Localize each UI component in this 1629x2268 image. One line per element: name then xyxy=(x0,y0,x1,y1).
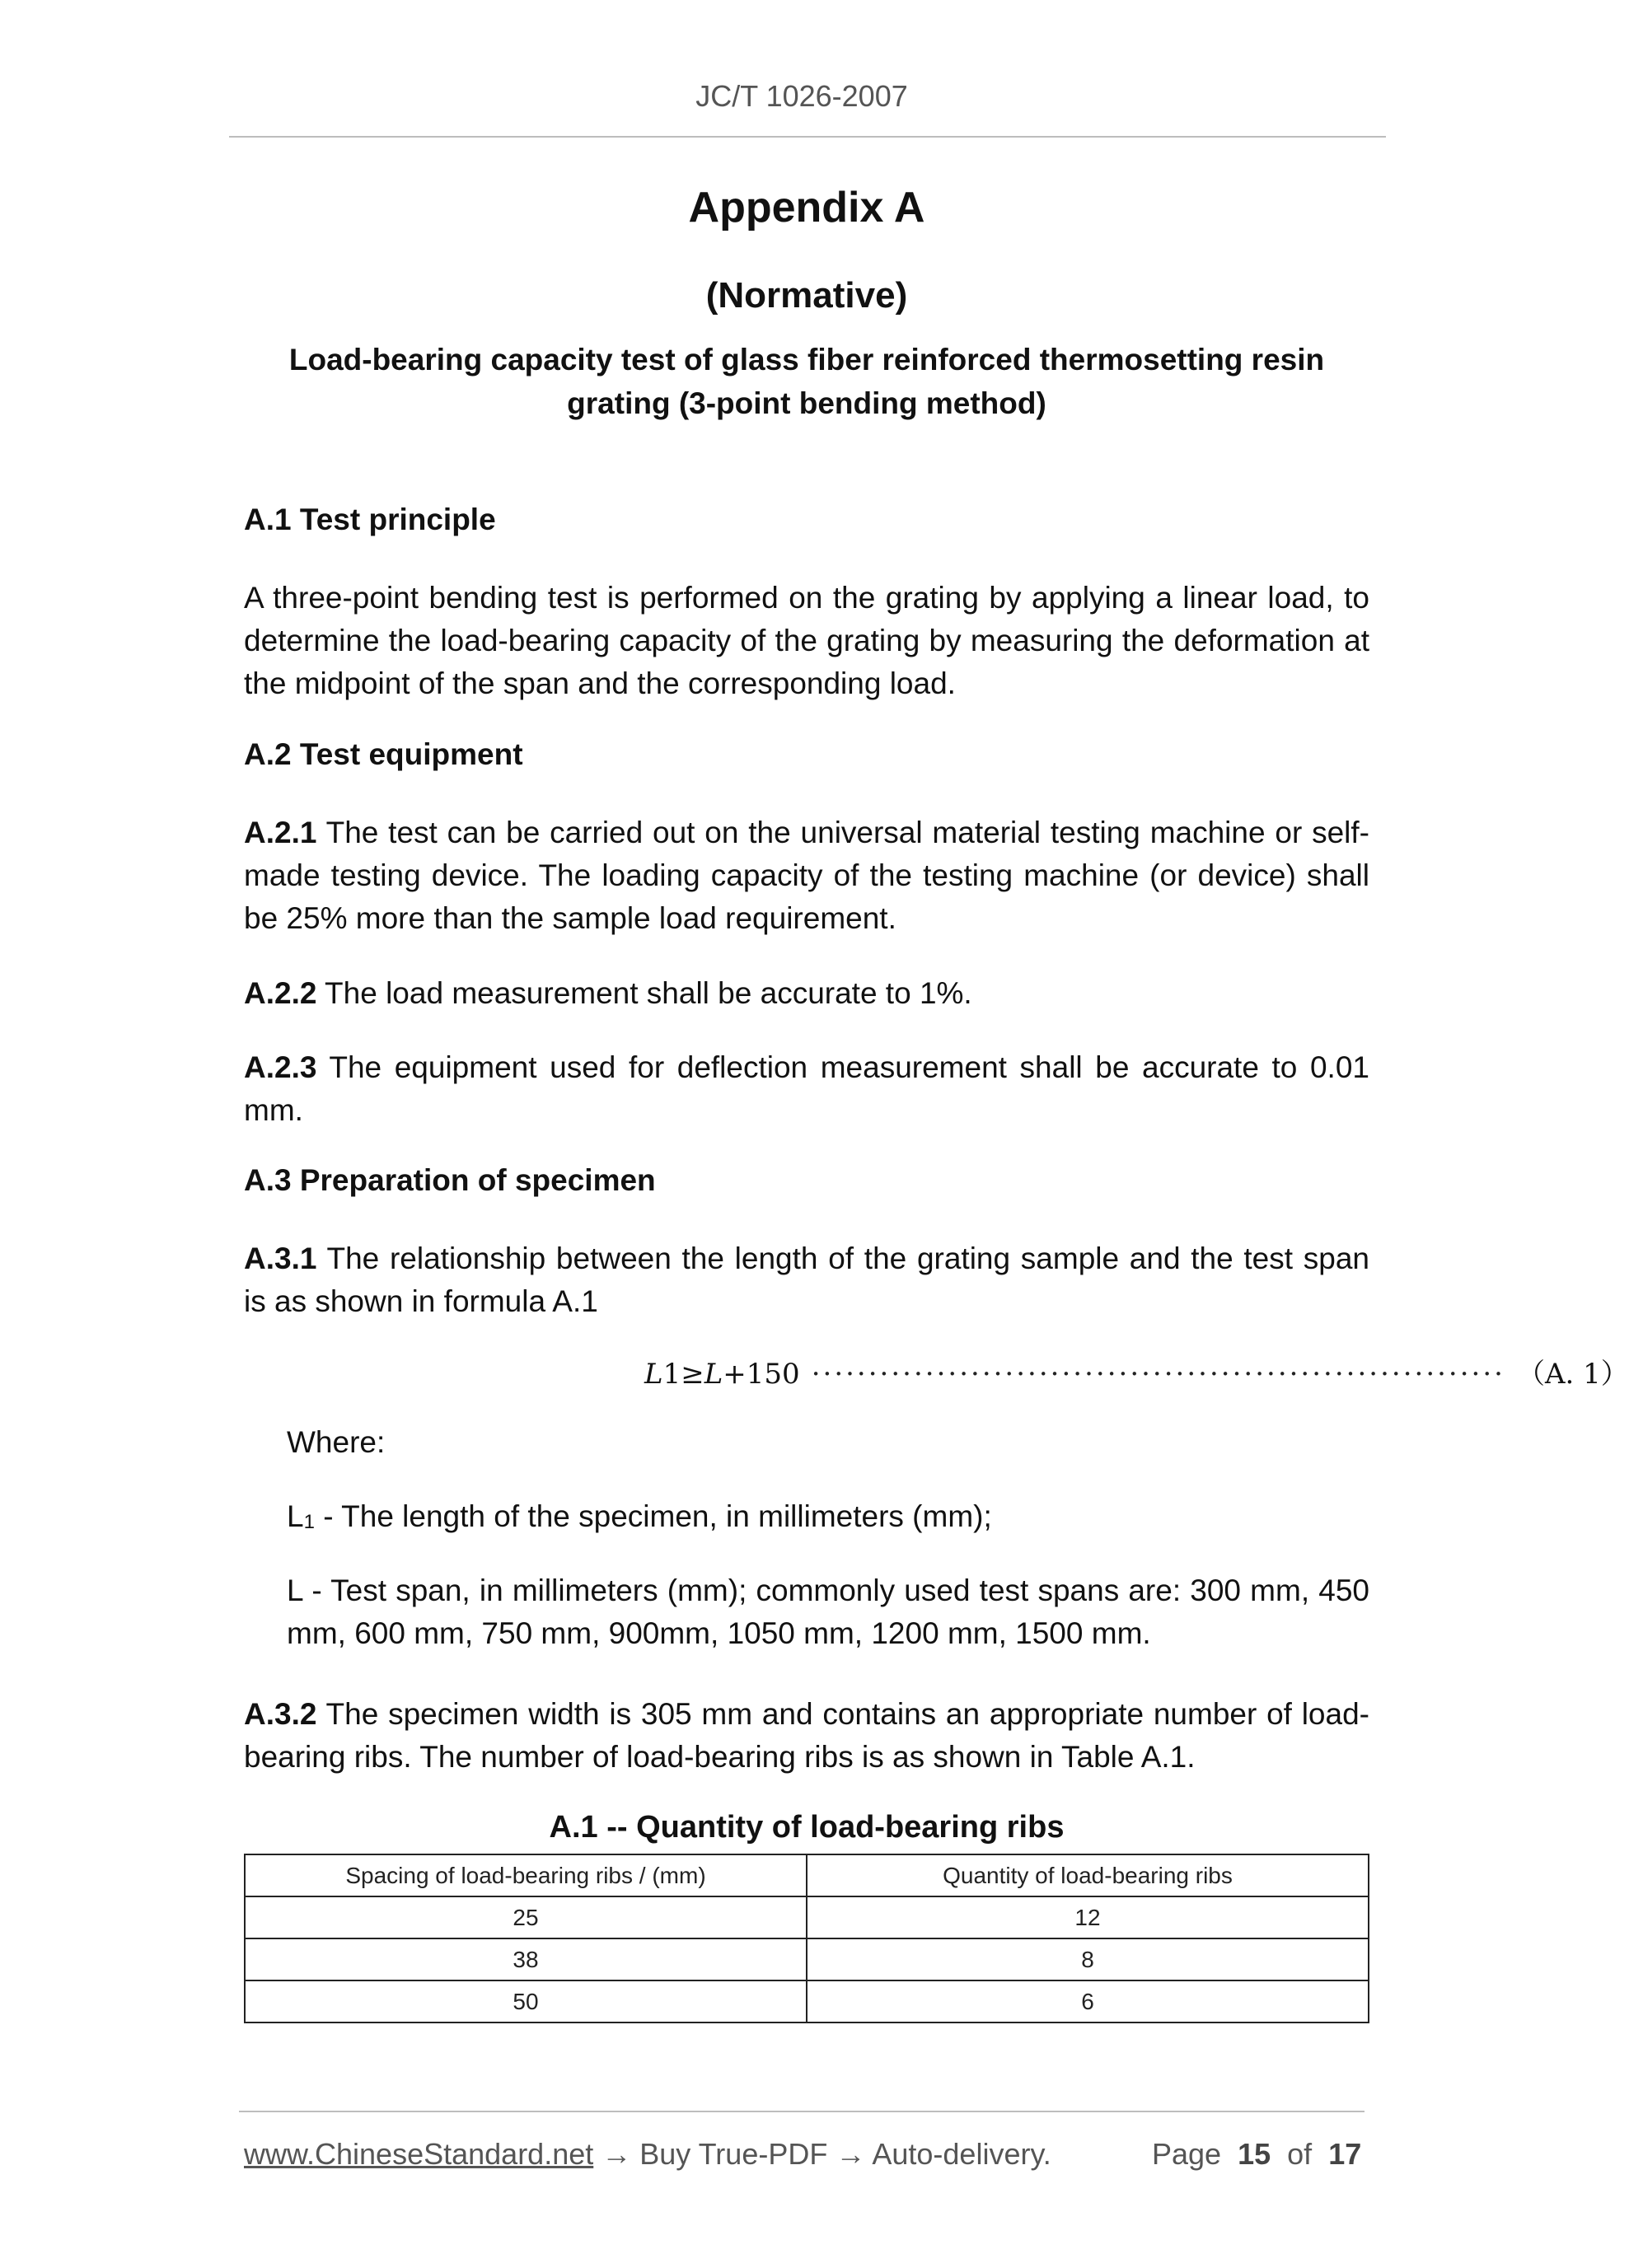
symbol-subscript: 1 xyxy=(303,1511,315,1533)
page-indicator xyxy=(1152,2137,1361,2172)
table-cell: 25 xyxy=(245,1896,807,1938)
clause-text: The test can be carried out on the universal material testing machine or self-made testing device. The loading capacity of the testing machine (or device) shall be 25% more than the sample load requirement. xyxy=(244,816,1369,935)
site-link[interactable]: www.ChineseStandard.net xyxy=(244,2137,594,2171)
subtitle-line-1: Load-bearing capacity test of glass fiber reinforced thermosetting resin xyxy=(288,343,1325,376)
definition-l1 xyxy=(287,1495,1369,1544)
table-cell: 38 xyxy=(245,1938,807,1980)
clause-text: The load measurement shall be accurate to 1%. xyxy=(316,976,972,1010)
formula-number: （A. 1） xyxy=(1516,1358,1629,1391)
buy-text: Buy True-PDF xyxy=(639,2137,828,2171)
table-row xyxy=(245,1980,1369,2022)
section-heading-a3: A.3 Preparation of specimen xyxy=(244,1163,656,1197)
appendix-subtitle xyxy=(244,338,1369,425)
footer-links xyxy=(244,2137,1051,2172)
arrow-icon: → xyxy=(827,2137,873,2171)
formula-rhs-op: + xyxy=(723,1358,747,1391)
of-word: of xyxy=(1287,2137,1313,2171)
clause-number: A.3.2 xyxy=(244,1697,317,1731)
page-number: 15 xyxy=(1238,2137,1271,2171)
clause-number: A.3.1 xyxy=(244,1242,317,1275)
formula-lhs-sub: 1 xyxy=(662,1358,681,1391)
formula-expression xyxy=(644,1358,800,1391)
section-heading-a2: A.2 Test equipment xyxy=(244,737,523,771)
clause-number: A.2.3 xyxy=(244,1050,317,1084)
where-label: Where: xyxy=(287,1425,386,1459)
paragraph-a32 xyxy=(244,1693,1369,1779)
arrow-icon: → xyxy=(593,2137,640,2171)
table-cell: 12 xyxy=(807,1896,1369,1938)
paragraph-a23 xyxy=(244,1046,1369,1132)
header-divider xyxy=(229,136,1386,138)
normative-label: (Normative) xyxy=(705,275,908,316)
footer-divider xyxy=(239,2111,1365,2112)
page-word: Page xyxy=(1152,2137,1222,2171)
delivery-text: Auto-delivery. xyxy=(872,2137,1051,2171)
table-row xyxy=(245,1938,1369,1980)
clause-number: A.2.2 xyxy=(244,976,317,1010)
paragraph-a1: A three-point bending test is performed on the grating by applying a linear load, to determine the load-bearing capacity of the grating by measuring the deformation at the midpoint of the span and the corresponding load. xyxy=(244,581,1369,700)
formula-lhs: L xyxy=(644,1358,663,1391)
table-row xyxy=(245,1896,1369,1938)
formula-leader-dots: ····························································· xyxy=(811,1358,1505,1391)
table-cell: 6 xyxy=(807,1980,1369,2022)
document-code: JC/T 1026-2007 xyxy=(695,79,908,113)
clause-text: The equipment used for deflection measurement shall be accurate to 0.01 mm. xyxy=(244,1050,1369,1127)
ribs-table xyxy=(244,1854,1369,2023)
section-heading-a1: A.1 Test principle xyxy=(244,503,496,536)
formula-rhs-num: 150 xyxy=(746,1358,800,1391)
paragraph-a21 xyxy=(244,811,1369,940)
table-cell: 50 xyxy=(245,1980,807,2022)
definition-text: - The length of the specimen, in millimeters (mm); xyxy=(314,1499,992,1533)
paragraph-a22 xyxy=(244,972,1369,1015)
table-cell: 8 xyxy=(807,1938,1369,1980)
clause-text: The relationship between the length of the grating sample and the test span is as shown in formula A.1 xyxy=(244,1242,1369,1318)
paragraph-a31 xyxy=(244,1237,1369,1323)
table-header-cell: Spacing of load-bearing ribs / (mm) xyxy=(245,1854,807,1896)
table-header-cell: Quantity of load-bearing ribs xyxy=(807,1854,1369,1896)
formula-rhs-var: L xyxy=(704,1358,723,1391)
symbol-l: L xyxy=(287,1499,304,1533)
formula-a1 xyxy=(644,1351,1629,1391)
appendix-title: Appendix A xyxy=(688,184,925,231)
definition-l: L - Test span, in millimeters (mm); commonly used test spans are: 300 mm, 450 mm, 600 mm, 750 mm, 900mm, 1050 mm, 1200 mm, 1500 mm. xyxy=(287,1574,1369,1650)
formula-relation: ≥ xyxy=(681,1358,704,1391)
clause-number: A.2.1 xyxy=(244,816,317,849)
table-caption: A.1 -- Quantity of load-bearing ribs xyxy=(549,1810,1065,1845)
subtitle-line-2: grating (3-point bending method) xyxy=(567,386,1046,420)
clause-text: The specimen width is 305 mm and contains an appropriate number of load-bearing ribs. The number of load-bearing ribs is as shown in Table A.1. xyxy=(244,1697,1369,1774)
table-header-row xyxy=(245,1854,1369,1896)
page-total: 17 xyxy=(1328,2137,1362,2171)
